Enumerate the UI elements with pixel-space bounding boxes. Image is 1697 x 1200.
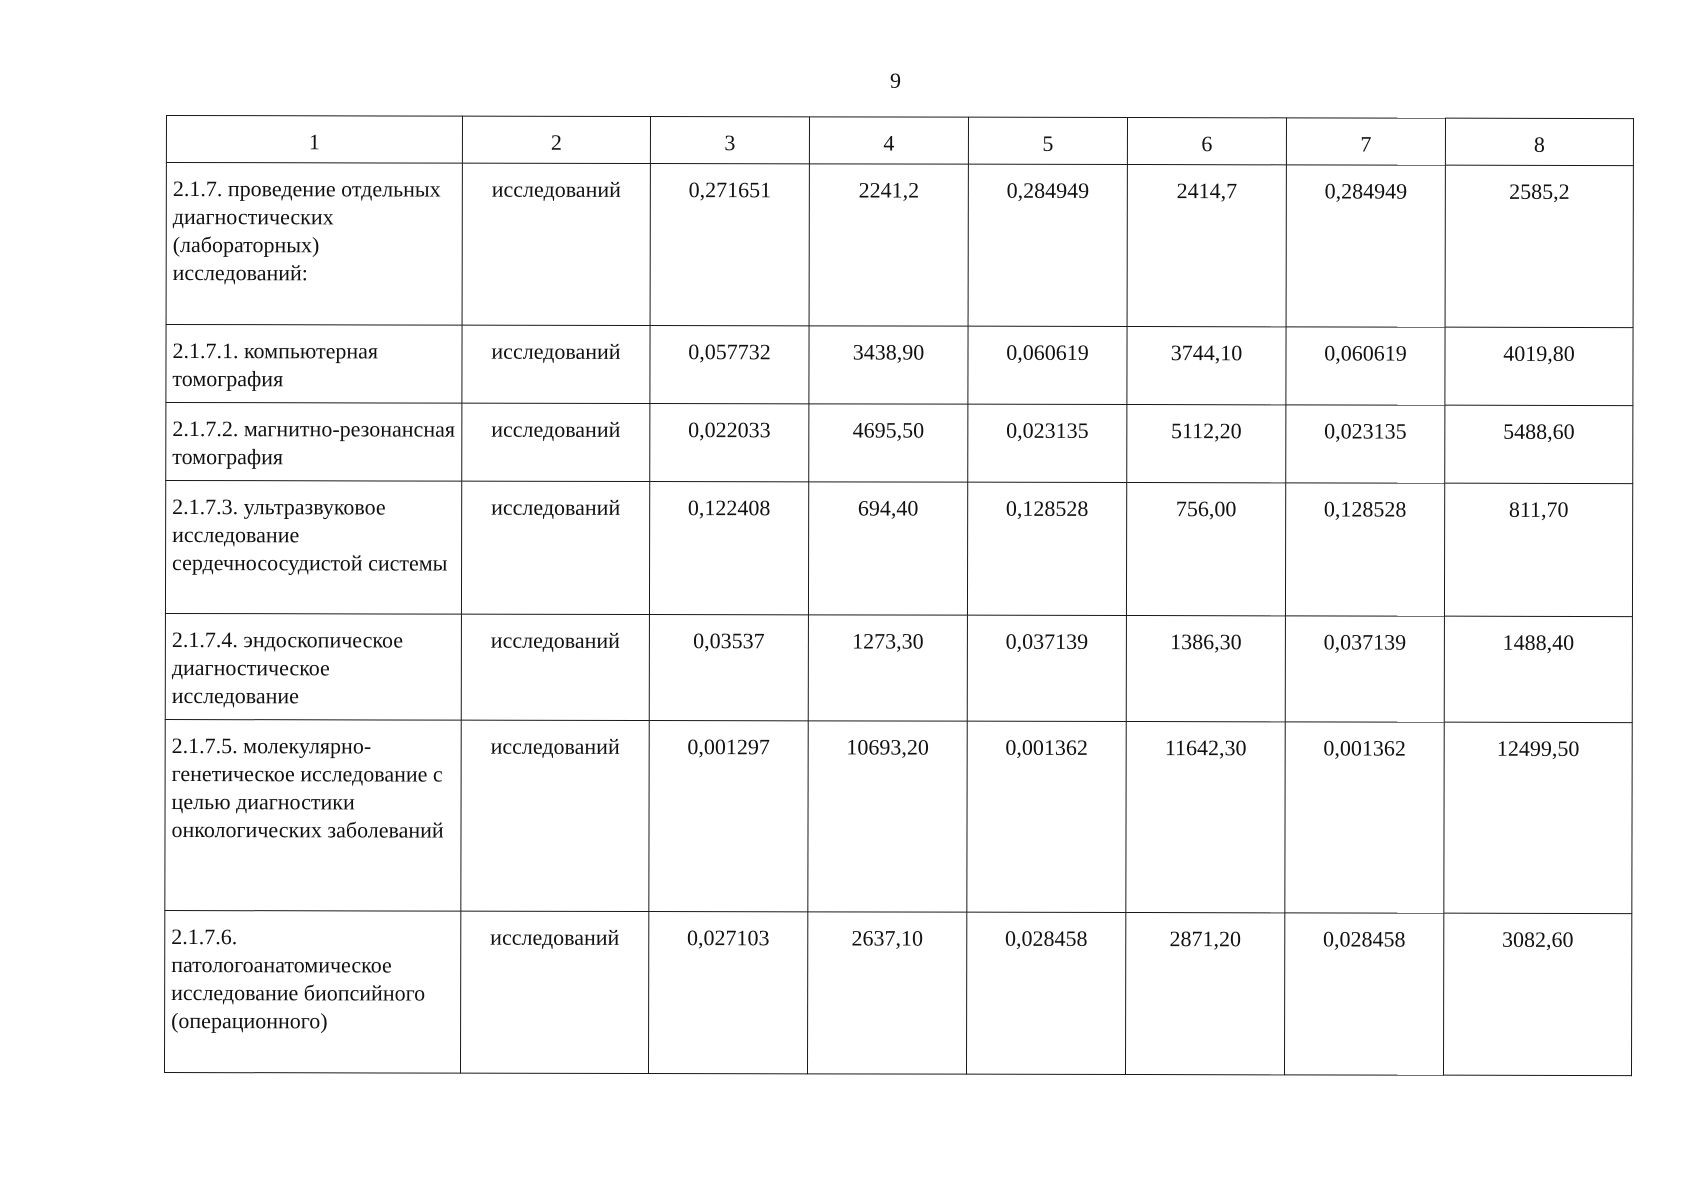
value-cell: 2241,2 bbox=[809, 164, 968, 326]
value-cell: 811,70 bbox=[1444, 483, 1632, 616]
value-cell: 0,023135 bbox=[1286, 405, 1445, 483]
value-cell: 3744,10 bbox=[1127, 327, 1286, 405]
value-cell: 2585,2 bbox=[1445, 165, 1633, 327]
header-cell: 4 bbox=[809, 117, 968, 164]
row-unit-cell: исследований bbox=[461, 481, 649, 614]
value-cell: 0,001362 bbox=[1285, 722, 1444, 913]
header-cell: 6 bbox=[1127, 118, 1286, 165]
table-header-row bbox=[166, 116, 1633, 166]
table-row bbox=[166, 325, 1633, 406]
row-unit-cell: исследований bbox=[462, 403, 650, 481]
value-cell: 1386,30 bbox=[1126, 616, 1285, 722]
value-cell: 0,027103 bbox=[648, 912, 807, 1074]
value-cell: 0,037139 bbox=[967, 615, 1126, 721]
value-cell: 2414,7 bbox=[1127, 165, 1286, 327]
data-table bbox=[164, 115, 1634, 1076]
row-name-cell: 2.1.7.1. компьютерная томография bbox=[166, 325, 462, 404]
header-cell: 3 bbox=[650, 117, 809, 164]
table-row bbox=[166, 163, 1633, 328]
value-cell: 0,022033 bbox=[650, 404, 809, 482]
value-cell: 5112,20 bbox=[1127, 405, 1286, 483]
value-cell: 1488,40 bbox=[1444, 616, 1632, 722]
value-cell: 1273,30 bbox=[808, 615, 967, 721]
value-cell: 4695,50 bbox=[809, 404, 968, 482]
table-row bbox=[166, 403, 1633, 484]
value-cell: 0,284949 bbox=[968, 164, 1127, 326]
table-row bbox=[165, 613, 1632, 722]
value-cell: 0,128528 bbox=[967, 482, 1126, 615]
row-name-cell: 2.1.7.4. эндоскопическое диагностическое исследование bbox=[165, 613, 461, 720]
value-cell: 10693,20 bbox=[808, 721, 967, 912]
row-name-cell: 2.1.7.6. патологоанатомическое исследование биопсийного (операционного) bbox=[164, 910, 460, 1073]
value-cell: 0,271651 bbox=[650, 164, 809, 326]
value-cell: 3082,60 bbox=[1443, 913, 1631, 1075]
value-cell: 0,057732 bbox=[650, 326, 809, 404]
table-row bbox=[164, 910, 1631, 1075]
row-unit-cell: исследований bbox=[461, 720, 649, 911]
value-cell: 11642,30 bbox=[1126, 722, 1285, 913]
value-cell: 0,028458 bbox=[1284, 913, 1443, 1075]
row-unit-cell: исследований bbox=[462, 325, 650, 403]
value-cell: 0,284949 bbox=[1286, 165, 1445, 327]
value-cell: 0,060619 bbox=[968, 326, 1127, 404]
value-cell: 12499,50 bbox=[1444, 722, 1632, 913]
value-cell: 0,001362 bbox=[967, 721, 1126, 912]
value-cell: 0,128528 bbox=[1285, 483, 1444, 616]
row-unit-cell: исследований bbox=[462, 163, 650, 325]
header-cell: 5 bbox=[968, 117, 1127, 164]
row-unit-cell: исследований bbox=[460, 911, 648, 1073]
value-cell: 0,037139 bbox=[1285, 616, 1444, 722]
value-cell: 2637,10 bbox=[807, 912, 966, 1074]
header-cell: 2 bbox=[462, 116, 650, 163]
value-cell: 0,03537 bbox=[649, 615, 808, 721]
value-cell: 0,001297 bbox=[649, 721, 808, 912]
row-unit-cell: исследований bbox=[461, 614, 649, 720]
header-cell: 1 bbox=[166, 116, 462, 164]
header-cell: 8 bbox=[1445, 118, 1633, 165]
table-row bbox=[165, 719, 1632, 913]
row-name-cell: 2.1.7. проведение отдельных диагностических (лабораторных) исследований: bbox=[166, 163, 462, 326]
page-number: 9 bbox=[890, 68, 901, 93]
table-row bbox=[165, 481, 1632, 617]
header-cell: 7 bbox=[1286, 118, 1445, 165]
row-name-cell: 2.1.7.2. магнитно-резонансная томография bbox=[166, 403, 462, 482]
value-cell: 2871,20 bbox=[1125, 913, 1284, 1075]
value-cell: 3438,90 bbox=[809, 326, 968, 404]
value-cell: 5488,60 bbox=[1445, 405, 1633, 483]
value-cell: 4019,80 bbox=[1445, 327, 1633, 405]
value-cell: 0,060619 bbox=[1286, 327, 1445, 405]
value-cell: 0,023135 bbox=[968, 404, 1127, 482]
value-cell: 756,00 bbox=[1126, 483, 1285, 616]
row-name-cell: 2.1.7.3. ультразвуковое исследование сердечнососудистой системы bbox=[165, 481, 461, 615]
value-cell: 0,122408 bbox=[649, 482, 808, 615]
row-name-cell: 2.1.7.5. молекулярно-генетическое исследование с целью диагностики онкологических заболеваний bbox=[165, 719, 461, 911]
value-cell: 694,40 bbox=[808, 482, 967, 615]
value-cell: 0,028458 bbox=[966, 912, 1125, 1074]
